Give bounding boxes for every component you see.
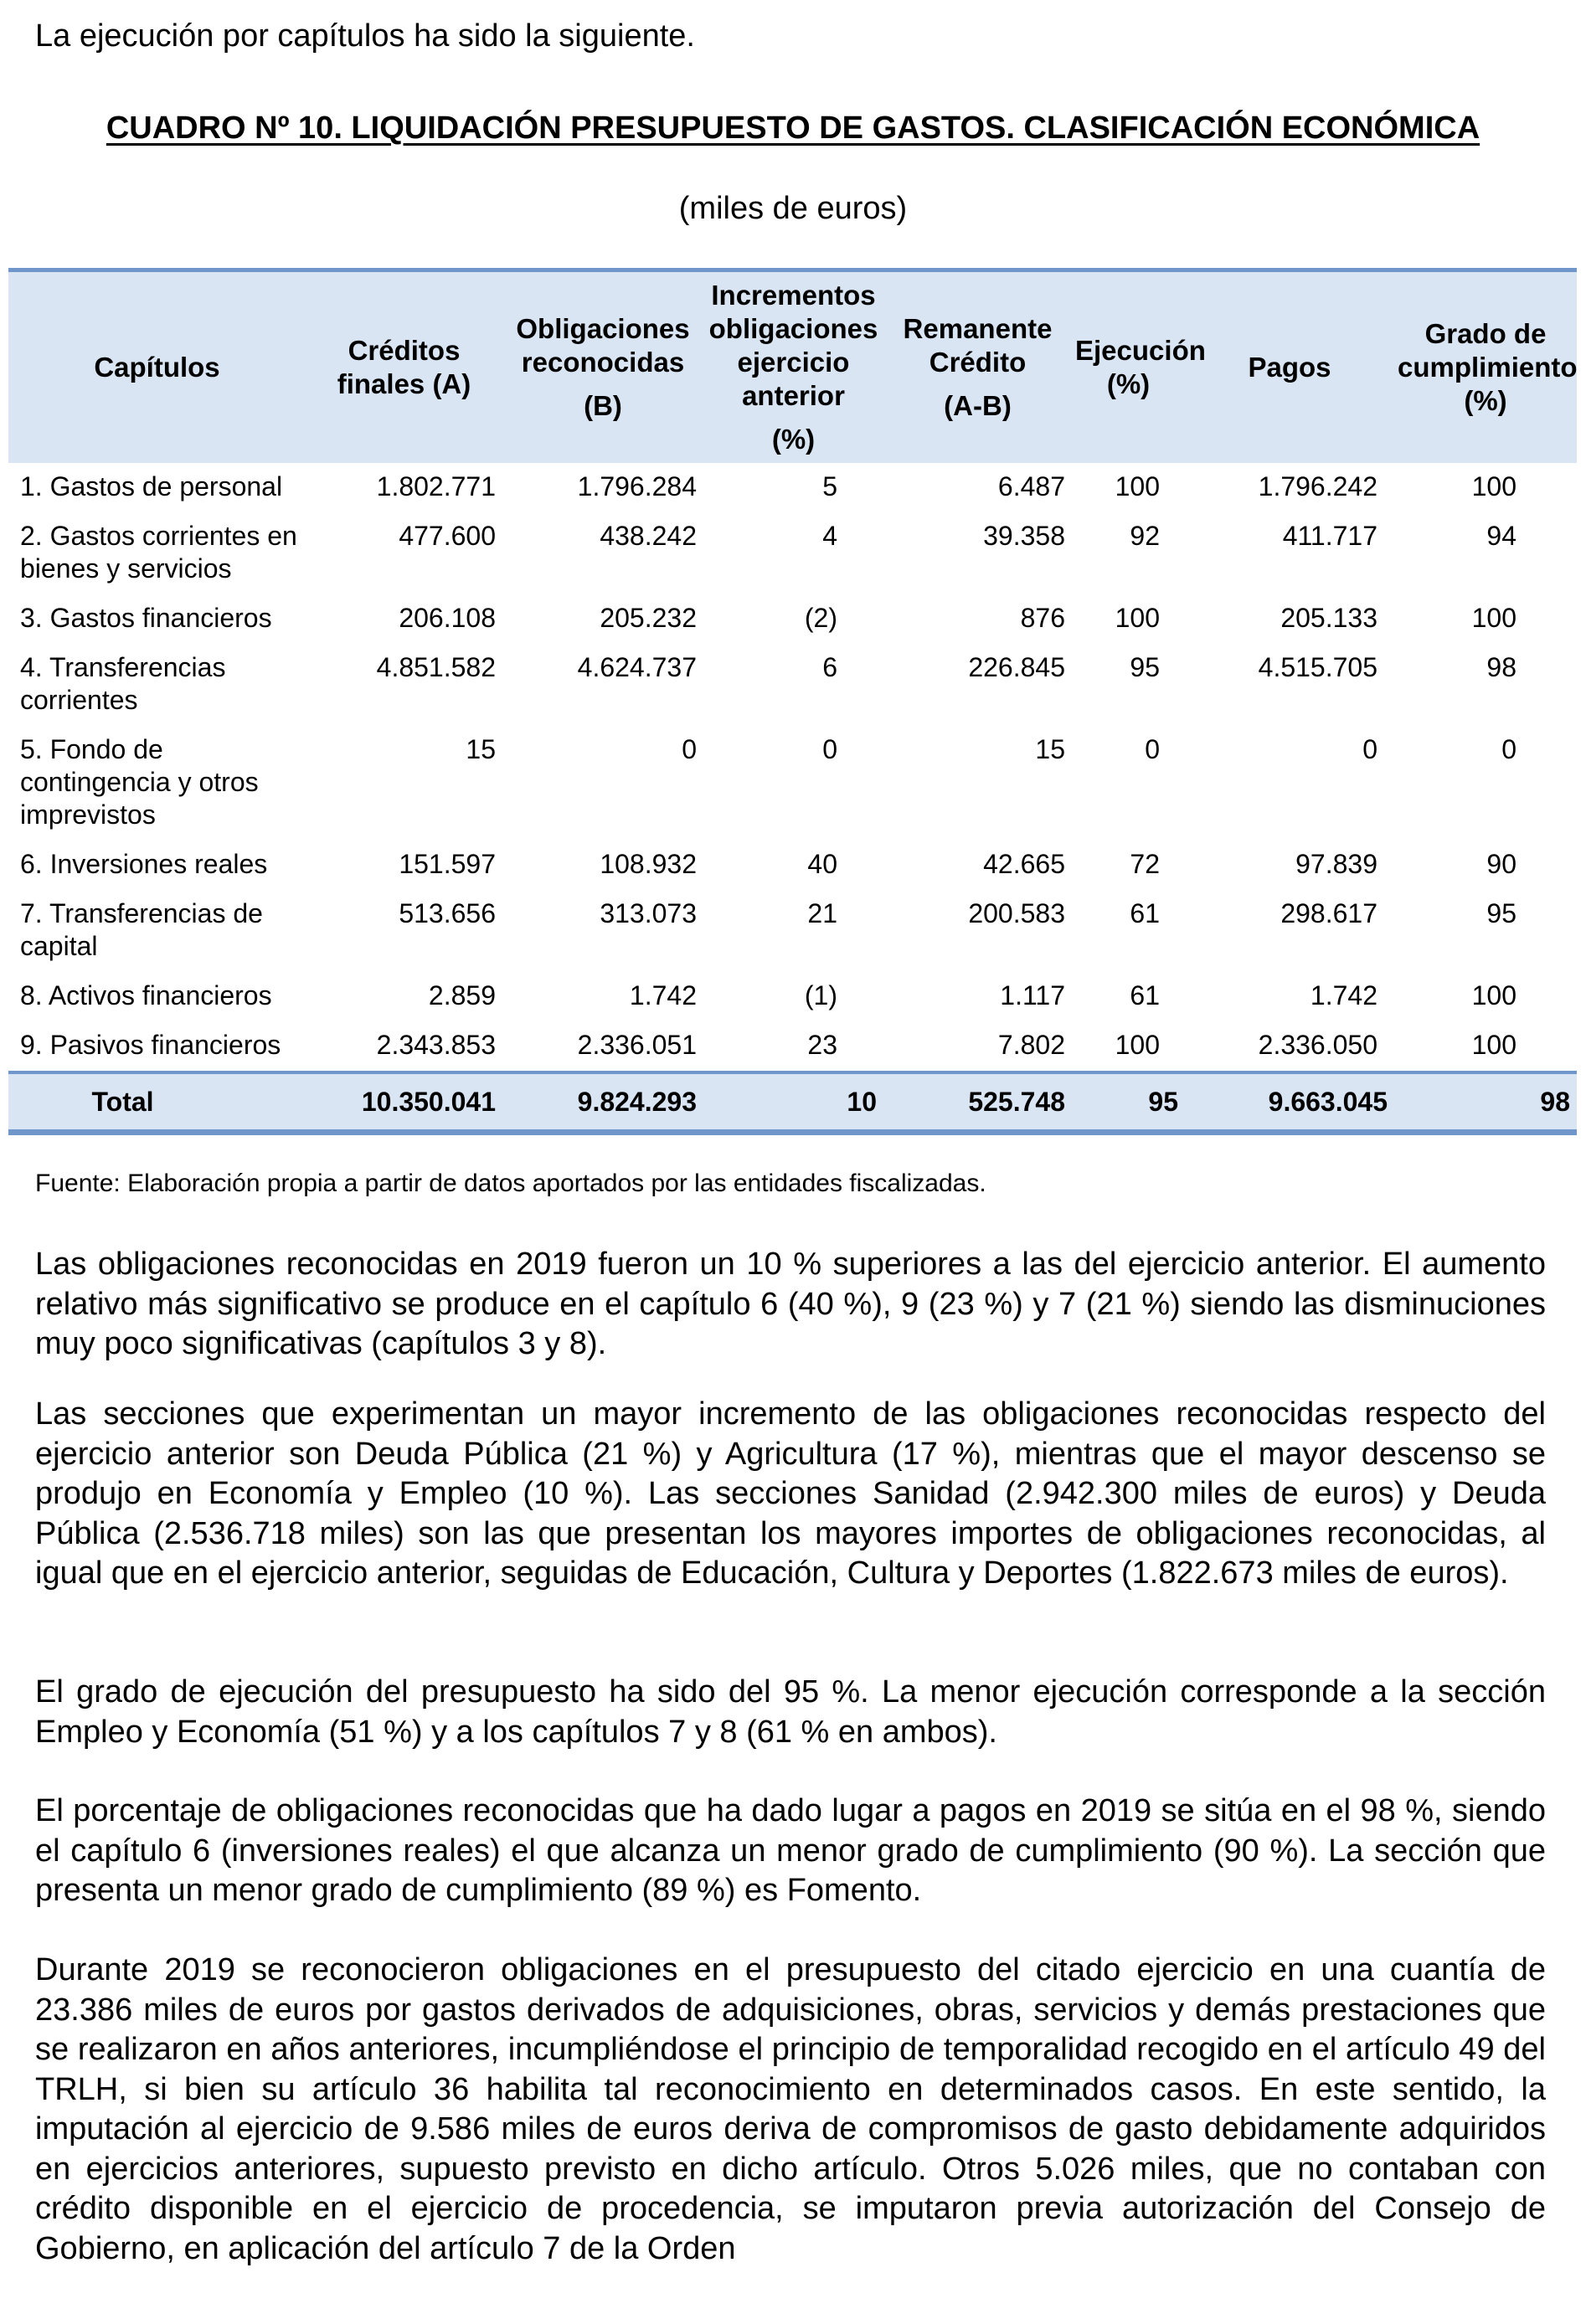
cell-grado: 100: [1471, 979, 1516, 1010]
header-remanente: [883, 270, 1072, 463]
cell-pagos: 1.742: [1310, 979, 1377, 1010]
cell-remanente: 200.583: [968, 897, 1065, 928]
cell-remanente: 6.487: [997, 470, 1065, 501]
cell-incrementos: 23: [807, 1029, 837, 1060]
cell-pagos: 411.717: [1282, 520, 1377, 551]
header-grado-line1: Grado de: [1424, 317, 1547, 349]
header-incrementos-line2: obligaciones: [708, 312, 878, 344]
header-grado: [1394, 270, 1577, 463]
table-title: CUADRO Nº 10. LIQUIDACIÓN PRESUPUESTO DE GASTOS. CLASIFICACIÓN ECONÓMICA: [106, 111, 1480, 146]
cell-remanente: 7.802: [997, 1029, 1065, 1060]
header-obligaciones: [502, 270, 703, 463]
cell-obligaciones: 313.073: [600, 897, 697, 928]
header-obligaciones-line2: reconocidas: [521, 346, 685, 378]
header-creditos: [306, 270, 502, 463]
cell-creditos: 151.597: [399, 848, 496, 879]
cell-obligaciones: 438.242: [600, 520, 697, 551]
header-incrementos-line4: anterior: [742, 379, 845, 411]
header-capitulos-label: Capítulos: [94, 351, 220, 383]
cell-capitulo: 7. Transferencias de capital: [20, 897, 263, 961]
cell-obligaciones: 2.336.051: [577, 1029, 697, 1060]
cell-obligaciones: 1.796.284: [577, 470, 697, 501]
total-row: [8, 1072, 1577, 1133]
header-ejecucion-line1: Ejecución: [1075, 334, 1206, 366]
cell-ejecucion: 100: [1115, 602, 1160, 633]
table-row: [8, 972, 1577, 1021]
cell-remanente: 15: [1035, 733, 1065, 764]
cell-ejecucion: 100: [1115, 470, 1160, 501]
cell-pagos: 298.617: [1280, 897, 1377, 928]
cell-pagos: 2.336.050: [1258, 1029, 1377, 1060]
cell-capitulo: 6. Inversiones reales: [20, 848, 268, 879]
header-incrementos: [703, 270, 883, 463]
cell-capitulo: 2. Gastos corrientes en bienes y servicios: [20, 520, 297, 584]
cell-obligaciones: 1.742: [629, 979, 697, 1010]
header-remanente-line3: (A-B): [944, 389, 1012, 421]
cell-incrementos: 5: [822, 470, 837, 501]
header-incrementos-line3: ejercicio: [737, 346, 850, 378]
header-creditos-line2: finales (A): [337, 368, 471, 399]
cell-pagos: 0: [1362, 733, 1377, 764]
cell-capitulo: 1. Gastos de personal: [20, 470, 283, 501]
table-source-note: Fuente: Elaboración propia a partir de datos aportados por las entidades fiscalizadas.: [35, 1170, 986, 1197]
cell-creditos: 477.600: [399, 520, 496, 551]
header-remanente-line2: Crédito: [929, 346, 1027, 378]
cell-ejecucion: 100: [1115, 1029, 1160, 1060]
cell-creditos: 4.851.582: [376, 651, 496, 682]
header-grado-line2: cumplimiento: [1398, 351, 1578, 383]
cell-creditos: 15: [466, 733, 496, 764]
total-ejecucion: 95: [1072, 1072, 1185, 1133]
cell-remanente: 226.845: [968, 651, 1065, 682]
cell-capitulo: 5. Fondo de contingencia y otros imprevistos: [20, 733, 259, 830]
cell-obligaciones: 4.624.737: [577, 651, 697, 682]
header-incrementos-line1: Incrementos: [711, 279, 876, 311]
cell-obligaciones: 0: [682, 733, 697, 764]
cell-grado: 0: [1501, 733, 1516, 764]
cell-creditos: 206.108: [399, 602, 496, 633]
paragraph: El grado de ejecución del presupuesto ha sido del 95 %. La menor ejecución corresponde a la sección Empleo y Economía (51 %) y a los capítulos 7 y 8 (61 % en ambos).: [35, 1674, 1546, 1750]
cell-capitulo: 4. Transferencias corrientes: [20, 651, 226, 715]
paragraph: Las obligaciones reconocidas en 2019 fueron un 10 % superiores a las del ejercicio anterior. El aumento relativo más significativo se produce en el capítulo 6 (40 %), 9 (23 %) y 7 (21 %) siendo las disminuciones muy poco significativas (capítulos 3 y 8).: [35, 1247, 1546, 1361]
cell-pagos: 4.515.705: [1258, 651, 1377, 682]
table-row: [8, 726, 1577, 841]
cell-grado: 100: [1471, 470, 1516, 501]
table-row: [8, 644, 1577, 726]
header-grado-line3: (%): [1464, 384, 1507, 416]
cell-grado: 95: [1486, 897, 1516, 928]
cell-incrementos: (2): [804, 602, 837, 633]
cell-incrementos: 40: [807, 848, 837, 879]
cell-capitulo: 9. Pasivos financieros: [20, 1029, 281, 1060]
cell-incrementos: (1): [804, 979, 837, 1010]
header-pagos: [1185, 270, 1394, 463]
cell-ejecucion: 0: [1145, 733, 1160, 764]
cell-ejecucion: 61: [1130, 979, 1160, 1010]
cell-grado: 94: [1486, 520, 1516, 551]
cell-obligaciones: 205.232: [600, 602, 697, 633]
header-obligaciones-line3: (B): [584, 389, 622, 421]
cell-grado: 100: [1471, 1029, 1516, 1060]
header-creditos-line1: Créditos: [348, 334, 461, 366]
cell-ejecucion: 72: [1130, 848, 1160, 879]
total-grado: 98: [1394, 1072, 1577, 1133]
table-header-row: [8, 270, 1577, 463]
cell-ejecucion: 95: [1130, 651, 1160, 682]
cell-remanente: 1.117: [1000, 979, 1065, 1010]
cell-obligaciones: 108.932: [600, 848, 697, 879]
cell-incrementos: 4: [822, 520, 837, 551]
total-remanente: 525.748: [883, 1072, 1072, 1133]
header-capitulos: [8, 270, 306, 463]
table-row: [8, 512, 1577, 594]
paragraph: Las secciones que experimentan un mayor incremento de las obligaciones reconocidas respecto del ejercicio anterior son Deuda Pública (21 %) y Agricultura (17 %), mientras que el mayor descenso se produjo en Economía y Empleo (10 %). Las secciones Sanidad (2.942.300 miles de euros) y Deuda Pública (2.536.718 miles) son las que presentan los mayores importes de obligaciones reconocidas, al igual que en el ejercicio anterior, seguidas de Educación, Cultura y Deportes (1.822.673 miles de euros).: [35, 1396, 1546, 1591]
cell-pagos: 97.839: [1295, 848, 1377, 879]
total-label: Total: [8, 1072, 306, 1133]
cell-remanente: 39.358: [983, 520, 1065, 551]
cell-grado: 100: [1471, 602, 1516, 633]
cell-remanente: 42.665: [983, 848, 1065, 879]
cell-grado: 98: [1486, 651, 1516, 682]
header-ejecucion-line2: (%): [1106, 368, 1151, 399]
cell-capitulo: 3. Gastos financieros: [20, 602, 272, 633]
cell-creditos: 2.859: [428, 979, 496, 1010]
table-row: [8, 594, 1577, 644]
cell-ejecucion: 92: [1130, 520, 1160, 551]
table-row: [8, 890, 1577, 972]
header-ejecucion: [1072, 270, 1206, 463]
cell-pagos: 205.133: [1280, 602, 1377, 633]
header-pagos-label: Pagos: [1248, 351, 1331, 383]
table-row: [8, 463, 1577, 512]
total-incrementos: 10: [703, 1072, 883, 1133]
total-obligaciones: 9.824.293: [502, 1072, 703, 1133]
table-units: (miles de euros): [678, 191, 908, 226]
header-obligaciones-line1: Obligaciones: [516, 312, 690, 344]
intro-text: La ejecución por capítulos ha sido la siguiente.: [35, 18, 695, 54]
budget-table: [8, 268, 1577, 1135]
cell-creditos: 2.343.853: [376, 1029, 496, 1060]
cell-incrementos: 0: [822, 733, 837, 764]
cell-capitulo: 8. Activos financieros: [20, 979, 272, 1010]
paragraph: El porcentaje de obligaciones reconocidas que ha dado lugar a pagos en 2019 se sitúa en el 98 %, siendo el capítulo 6 (inversiones reales) el que alcanza un menor grado de cumplimiento (90 %). La sección que presenta un menor grado de cumplimiento (89 %) es Fomento.: [35, 1793, 1546, 1908]
cell-creditos: 1.802.771: [376, 470, 496, 501]
cell-grado: 90: [1486, 848, 1516, 879]
cell-ejecucion: 61: [1130, 897, 1160, 928]
table-row: [8, 1021, 1577, 1072]
cell-creditos: 513.656: [399, 897, 496, 928]
cell-incrementos: 6: [822, 651, 837, 682]
cell-pagos: 1.796.242: [1258, 470, 1377, 501]
cell-incrementos: 21: [807, 897, 837, 928]
total-creditos: 10.350.041: [306, 1072, 502, 1133]
total-pagos: 9.663.045: [1185, 1072, 1394, 1133]
header-remanente-line1: Remanente: [903, 312, 1053, 344]
paragraph: Durante 2019 se reconocieron obligaciones en el presupuesto del citado ejercicio en una cuantía de 23.386 miles de euros por gastos derivados de adquisiciones, obras, servicios y demás prestaciones que se realizaron en años anteriores, incumpliéndose el principio de temporalidad recogido en el artículo 49 del TRLH, si bien su artículo 36 habilita tal reconocimiento en determinados casos. En este sentido, la imputación al ejercicio de 9.586 miles de euros deriva de compromisos de gasto debidamente adquiridos en ejercicios anteriores, supuesto previsto en dicho artículo. Otros 5.026 miles, que no contaban con crédito disponible en el ejercicio de procedencia, se imputaron previa autorización del Consejo de Gobierno, en aplicación del artículo 7 de la Orden: [35, 1952, 1546, 2266]
header-incrementos-line5: (%): [771, 423, 816, 455]
cell-remanente: 876: [1020, 602, 1065, 633]
table-row: [8, 841, 1577, 890]
